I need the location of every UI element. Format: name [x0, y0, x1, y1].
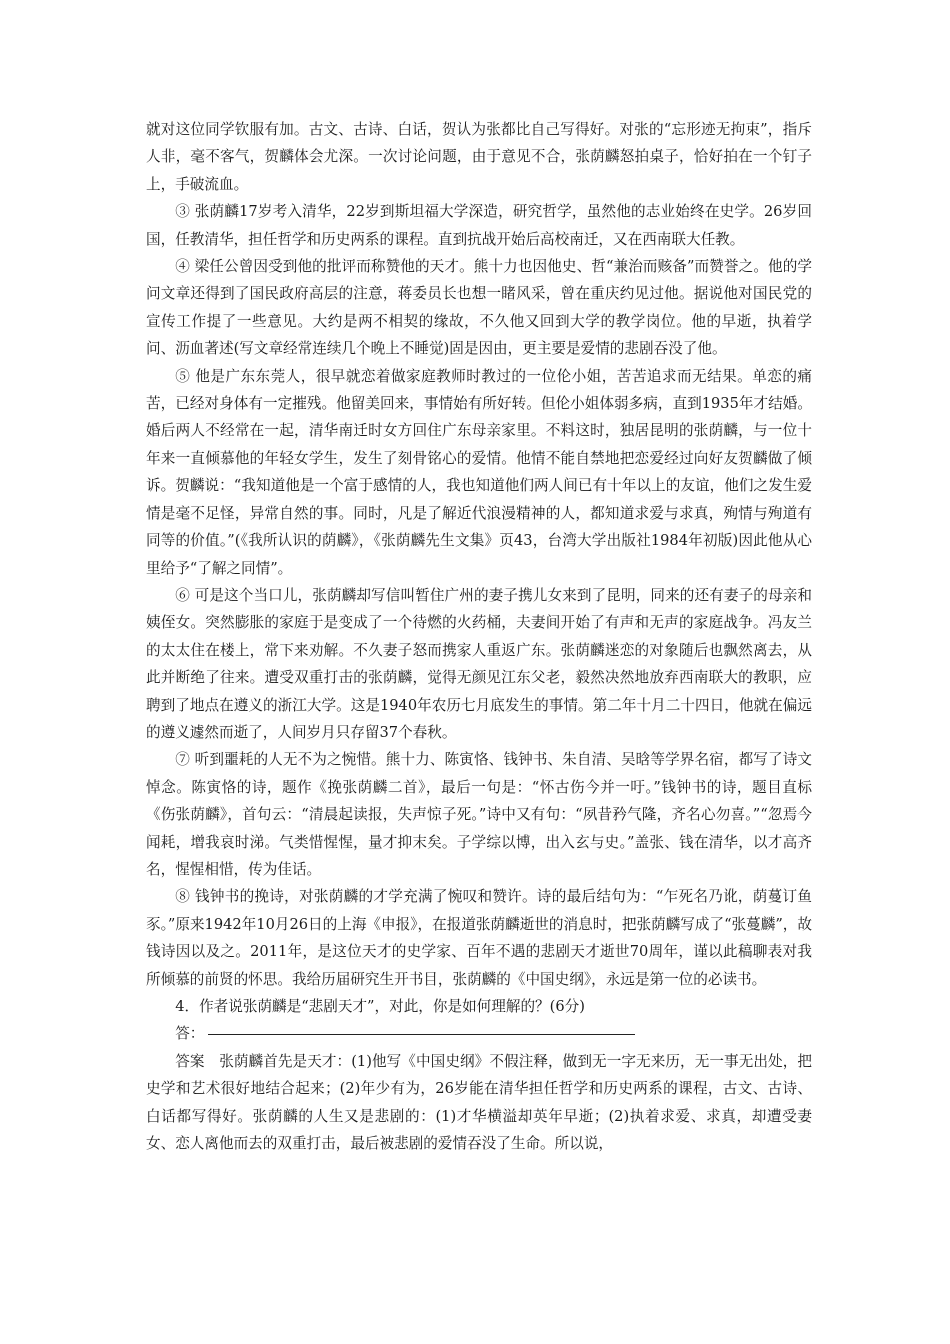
paragraph-6: ⑥ 可是这个当口儿，张荫麟却写信叫暂住广州的妻子携儿女来到了昆明，同来的还有妻子的母亲和姨侄女。突然膨胀的家庭于是变成了一个待燃的火药桶，夫妻间开始了有声和无声的家庭战争。冯友兰的太太住在楼上，常下来劝解。不久妻子怒而携家人重返广东。张荫麟迷恋的对象随后也飘然离去，从此并断绝了往来。遭受双重打击的张荫麟，觉得无颜见江东父老，毅然决然地放弃西南联大的教职，应聘到了地点在遵义的浙江大学。这是1940年农历七月底发生的事情。第二年十月二十四日，他就在偏远的遵义遽然而逝了，人间岁月只存留37个春秋。	[146, 586, 812, 741]
paragraph-8: ⑧ 钱钟书的挽诗，对张荫麟的才学充满了惋叹和赞许。诗的最后结句为：“乍死名乃讹，荫蔓订鱼豕。”原来1942年10月26日的上海《申报》，在报道张荫麟逝世的消息时，把张荫麟写成了“张蔓麟”，故钱诗因以及之。2011年，是这位天才的史学家、百年不遇的悲剧天才逝世70周年，谨以此稿聊表对我所倾慕的前贤的怀思。我给历届研究生开书目，张荫麟的《中国史纲》，永远是第一位的必读书。	[146, 888, 812, 988]
answer-prompt-line	[146, 1020, 812, 1047]
question-4: 4．作者说张荫麟是“悲剧天才”，对此，你是如何理解的？(6分)	[175, 998, 585, 1015]
answer-text: 答案 张荫麟首先是天才：(1)他写《中国史纲》不假注释，做到无一字无来历，无一事无出处，把史学和艺术很好地结合起来；(2)年少有为，26岁能在清华担任哲学和历史两系的课程，古文、古诗、白话都写得好。张荫麟的人生又是悲剧的：(1)才华横溢却英年早逝；(2)执着求爱、求真，却遭受妻女、恋人离他而去的双重打击，最后被悲剧的爱情吞没了生命。所以说，	[146, 1052, 812, 1153]
paragraph-5: ⑤ 他是广东东莞人，很早就恋着做家庭教师时教过的一位伦小姐，苦苦追求而无结果。单恋的痛苦，已经对身体有一定摧残。他留美回来，事情始有所好转。但伦小姐体弱多病，直到1935年才结婚。婚后两人不经常在一起，清华南迁时女方回住广东母亲家里。不料这时，独居昆明的张荫麟，与一位十年来一直倾慕他的年轻女学生，发生了刻骨铭心的爱情。他情不能自禁地把恋爱经过向好友贺麟做了倾诉。贺麟说：“我知道他是一个富于感情的人，我也知道他们两人间已有十年以上的友谊，他们之发生爱情是毫不足怪，异常自然的事。同时，凡是了解近代浪漫精神的人，都知道求爱与求真，殉情与殉道有同等的价值。”(《我所认识的荫麟》，《张荫麟先生文集》页43，台湾大学出版社1984年初版)因此他从心里给予“了解之同情”。	[146, 367, 812, 577]
paragraph-7: ⑦ 听到噩耗的人无不为之惋惜。熊十力、陈寅恪、钱钟书、朱自清、吴晗等学界名宿，都写了诗文悼念。陈寅恪的诗，题作《挽张荫麟二首》，最后一句是：“怀古伤今并一吁。”钱钟书的诗，题目直标《伤张荫麟》，首句云：“清晨起读报，失声惊子死。”诗中又有句：“夙昔矜气隆，齐名心勿喜。”“忽焉今闻耗，增我哀时涕。气类惜惺惺，量才抑末矣。子学综以博，出入玄与史。”盖张、钱在清华，以才高齐名，惺惺相惜，传为佳话。	[146, 751, 812, 878]
paragraph-3: ③ 张荫麟17岁考入清华，22岁到斯坦福大学深造，研究哲学，虽然他的志业始终在史学。26岁回国，任教清华，担任哲学和历史两系的课程。直到抗战开始后高校南迁，又在西南联大任教。	[146, 203, 812, 248]
paragraph-4: ④ 梁任公曾因受到他的批评而称赞他的天才。熊十力也因他史、哲“兼治而赅备”而赞誉之。他的学问文章还得到了国民政府高层的注意，蒋委员长也想一睹风采，曾在重庆约见过他。据说他对国民党的宣传工作提了一些意见。大约是两不相契的缘故，不久他又回到大学的教学岗位。他的早逝，执着学问、沥血著述(写文章经常连续几个晚上不睡觉)固是因由，更主要是爱情的悲剧吞没了他。	[146, 258, 812, 358]
answer-prompt-label: 答：	[175, 1025, 205, 1043]
answer-blank-line[interactable]	[208, 1033, 635, 1035]
paragraph-continued: 就对这位同学钦服有加。古文、古诗、白话，贺认为张都比自己写得好。对张的“忘形迹无拘束”，指斥人非，毫不客气，贺麟体会尤深。一次讨论问题，由于意见不合，张荫麟怒拍桌子，恰好拍在一个钉子上，手破流血。	[146, 121, 812, 193]
